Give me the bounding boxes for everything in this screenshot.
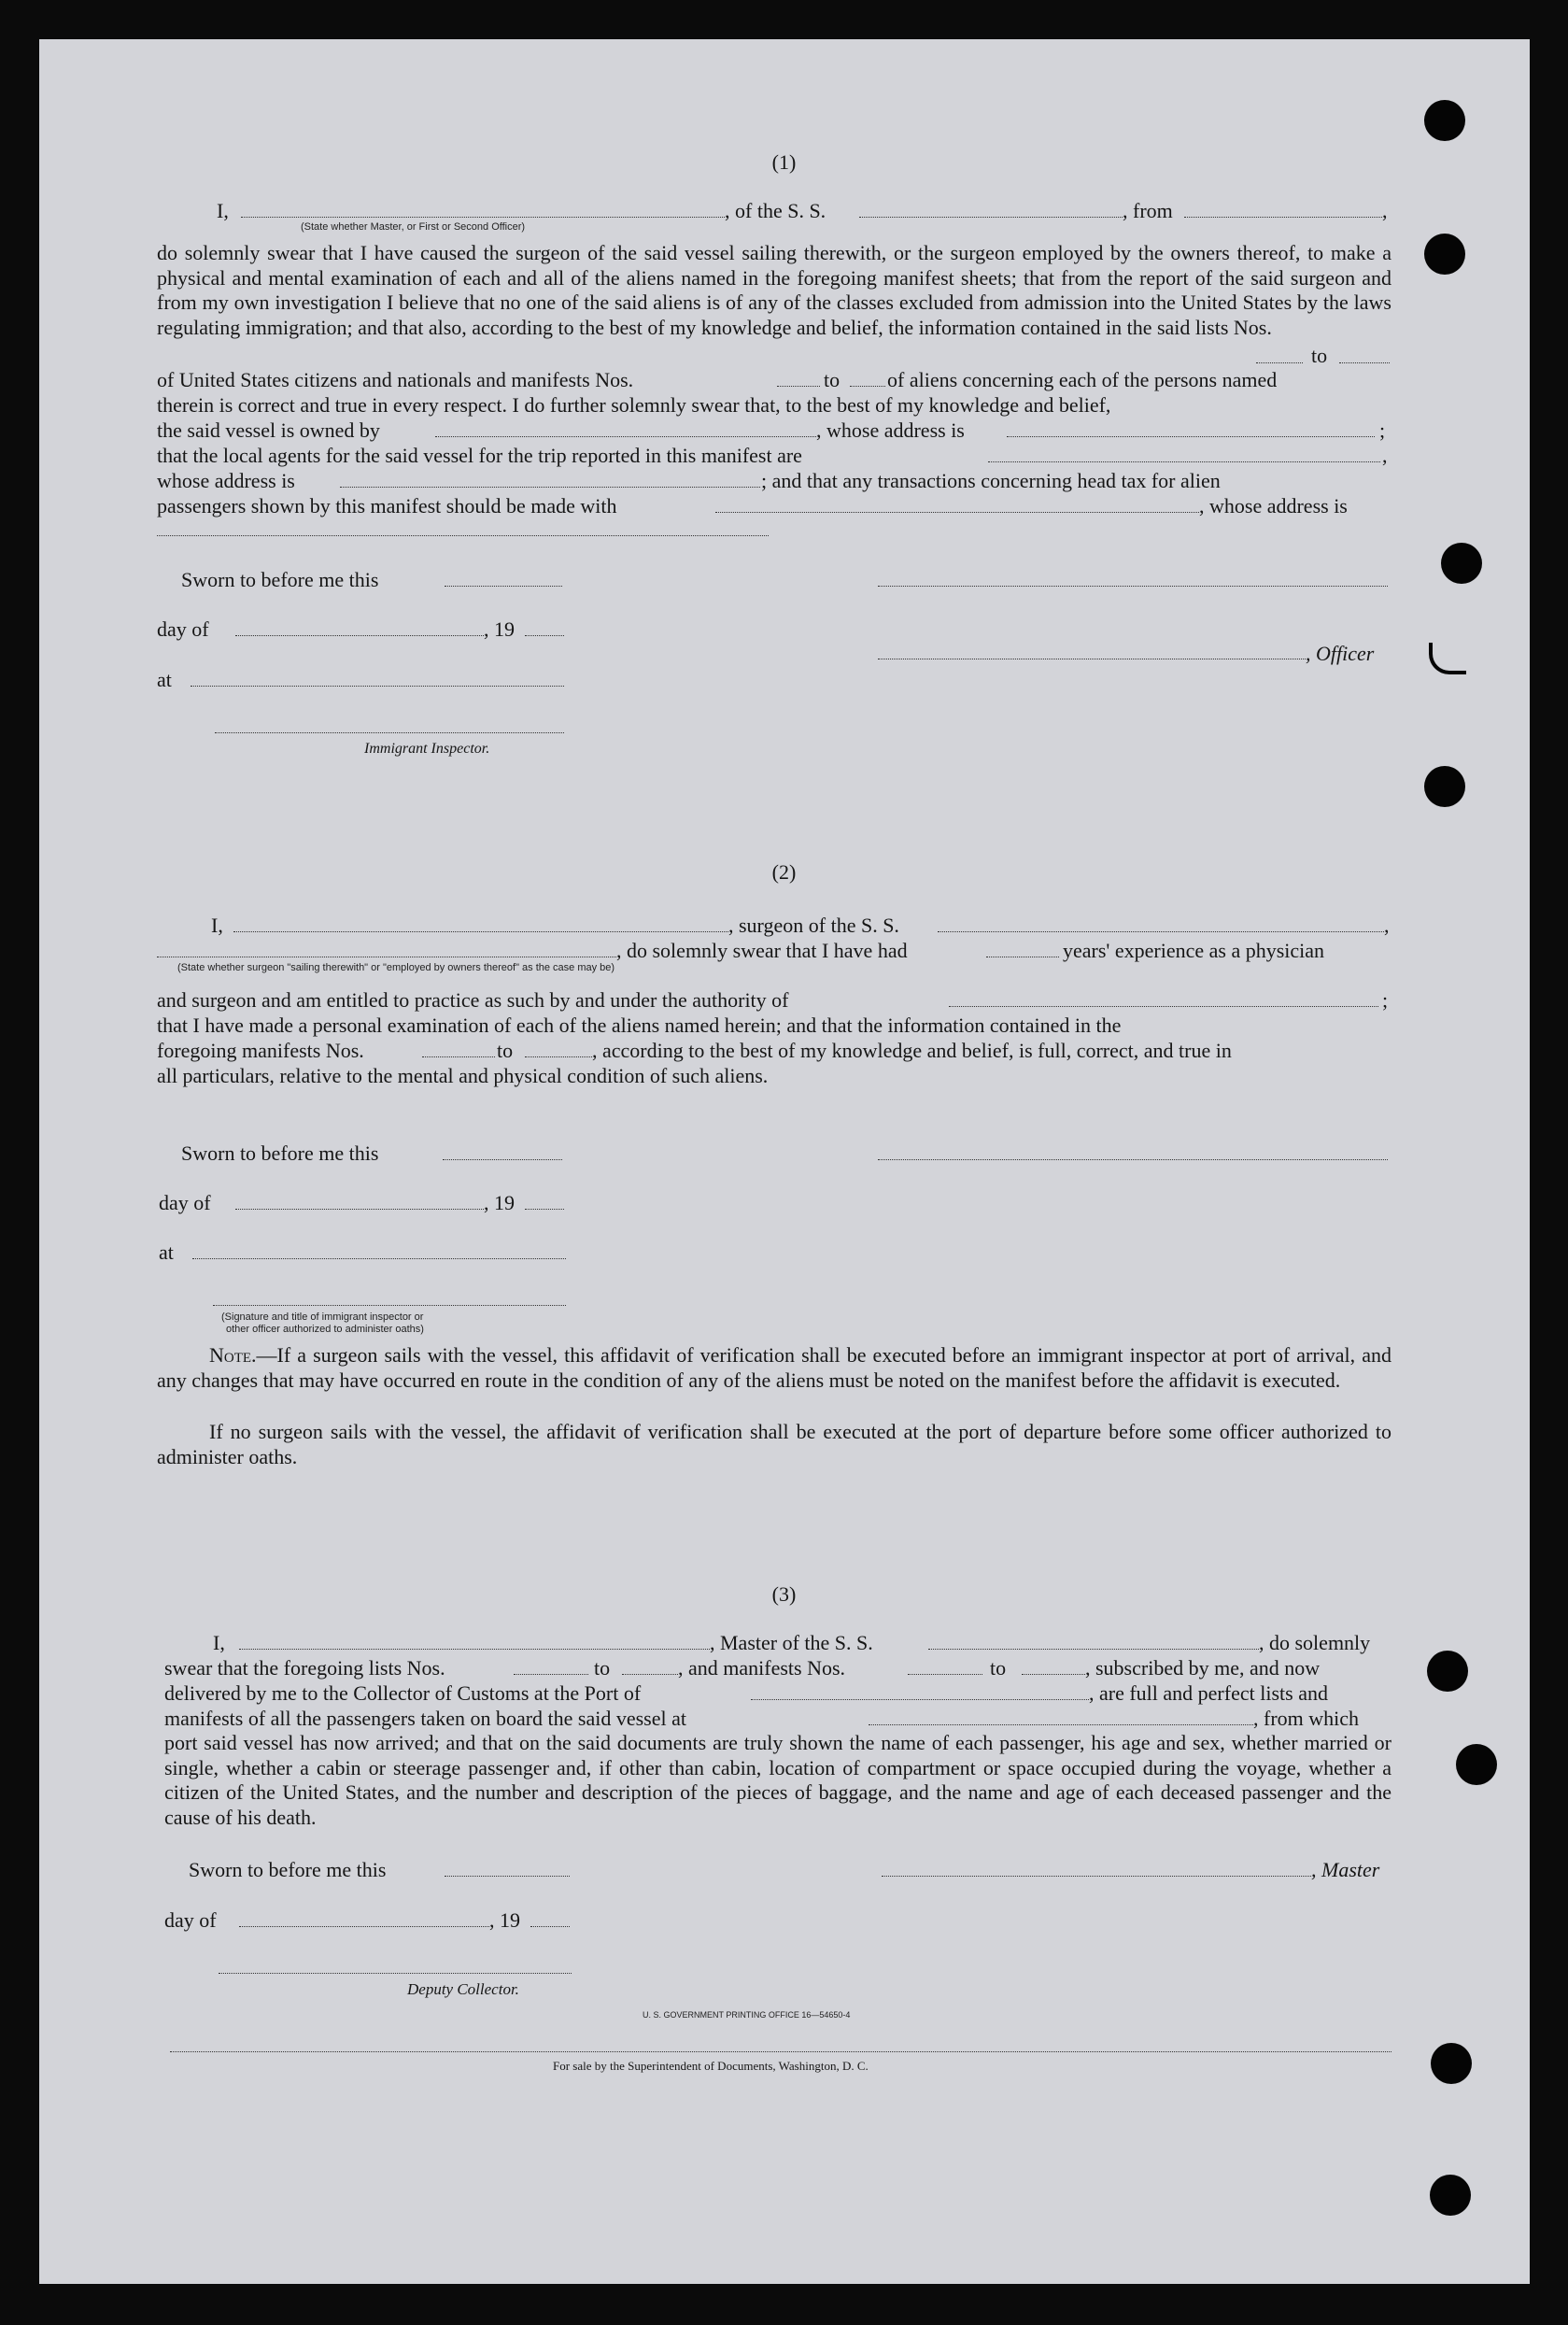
comma: , <box>1384 914 1390 937</box>
s2-i-label: I, <box>211 914 223 937</box>
s3-sworn: Sworn to before me this <box>189 1858 387 1881</box>
s1-lists-from-blank[interactable] <box>1256 362 1303 363</box>
s1-passengers: passengers shown by this manifest should be made with <box>157 494 617 517</box>
s3-master-name-blank[interactable] <box>239 1649 710 1650</box>
s2-sig-label-2: other officer authorized to administer oaths) <box>226 1324 424 1335</box>
s3-subscribed: , subscribed by me, and now <box>1085 1656 1321 1680</box>
s1-of-ss: , of the S. S. <box>725 199 826 222</box>
s1-correct-line: therein is correct and true in every respect. I do further solemnly swear that, to the best of my knowledge and belief, <box>157 393 1111 417</box>
s2-manifests-from-blank[interactable] <box>422 1056 495 1057</box>
semicolon: ; <box>1379 418 1386 442</box>
s2-surgeon-of: , surgeon of the S. S. <box>728 914 899 937</box>
s1-owned-by: the said vessel is owned by <box>157 418 380 442</box>
s1-from: , from <box>1123 199 1173 222</box>
s2-sig-label-1: (Signature and title of immigrant inspector or <box>221 1311 424 1323</box>
s3-master-signature-blank[interactable] <box>882 1876 1311 1877</box>
s1-agents-blank[interactable] <box>988 461 1380 462</box>
s2-note-2: If no surgeon sails with the vessel, the affidavit of verification shall be executed at the port of departure before some officer authorized to administer oaths. <box>157 1420 1391 1468</box>
s2-years: years' experience as a physician <box>1063 939 1325 962</box>
s1-agents-address-blank[interactable] <box>340 487 760 488</box>
s1-head-tax: ; and that any transactions concerning head tax for alien <box>761 469 1221 492</box>
s3-collector-signature-blank[interactable] <box>219 1973 572 1974</box>
s1-citizens-line: of United States citizens and nationals and manifests Nos. <box>157 368 634 391</box>
s3-lists-to-blank[interactable] <box>622 1674 678 1675</box>
s3-sworn-day-blank[interactable] <box>445 1876 570 1877</box>
binder-hole <box>1430 2175 1471 2216</box>
section-1-number: (1) <box>771 150 797 174</box>
comma: , <box>1382 444 1388 467</box>
s1-whose-address-2: whose address is <box>157 469 295 492</box>
s1-signature-blank[interactable] <box>878 586 1388 587</box>
s3-vessel-blank[interactable] <box>928 1649 1259 1650</box>
binder-hole <box>1424 234 1465 275</box>
s3-and-manifests: , and manifests Nos. <box>678 1656 846 1680</box>
s3-to-2: to <box>990 1656 1007 1680</box>
s3-master-label: , Master <box>1311 1858 1380 1881</box>
s3-do-solemnly: , do solemnly <box>1259 1631 1371 1654</box>
s1-from-port-blank[interactable] <box>1184 217 1382 218</box>
s2-all-particulars: all particulars, relative to the mental and physical condition of such aliens. <box>157 1064 769 1087</box>
s2-exam-line: that I have made a personal examination of each of the aliens named herein; and that the information contained in the <box>157 1014 1122 1037</box>
s3-are-full: , are full and perfect lists and <box>1089 1681 1328 1705</box>
s1-officer-name-blank[interactable] <box>241 217 725 218</box>
s3-delivered: delivered by me to the Collector of Customs at the Port of <box>164 1681 642 1705</box>
s2-do-solemnly: , do solemnly swear that I have had <box>616 939 908 962</box>
s1-to: to <box>1311 344 1328 367</box>
binder-hole <box>1431 2043 1472 2084</box>
s2-year-blank[interactable] <box>525 1209 564 1210</box>
s3-manifests-from-blank[interactable] <box>908 1674 982 1675</box>
s2-sworn: Sworn to before me this <box>181 1141 379 1165</box>
s1-month-blank[interactable] <box>235 635 484 636</box>
s1-body-paragraph: do solemnly swear that I have caused the surgeon of the said vessel sailing therewith, or the surgeon employed by the owners thereof, to make a physical and mental examination of each and all of the aliens named in the foregoing manifest sheets; that from the report of the said surgeon and from my own investigation I believe that no one of the said aliens is of any of the classes excluded from admission into the United States by the laws regulating immigration; and that also, according to the best of my knowledge and belief, the information contained in the said lists Nos. <box>157 241 1391 339</box>
s1-at-place-blank[interactable] <box>191 686 564 687</box>
semicolon: ; <box>1382 988 1389 1012</box>
s3-port-of-boarding-blank[interactable] <box>869 1724 1253 1725</box>
s1-vessel-name-blank[interactable] <box>859 217 1123 218</box>
binder-hole <box>1424 100 1465 141</box>
binder-hole <box>1456 1744 1497 1785</box>
s2-note <box>157 1343 1391 1393</box>
section-3-number: (3) <box>771 1582 797 1606</box>
s3-year-blank[interactable] <box>530 1926 570 1927</box>
s1-immigrant-inspector: Immigrant Inspector. <box>364 741 490 757</box>
s1-inspector-signature-blank[interactable] <box>215 732 564 733</box>
note-body: —If a surgeon sails with the vessel, this affidavit of verification shall be executed before an immigrant inspector at port of arrival, and any changes that may have occurred en route in the condition of any of the aliens must be noted on the manifest before the affidavit is executed. <box>157 1343 1391 1392</box>
s1-whose-address-3: , whose address is <box>1199 494 1348 517</box>
s1-officer-rank-label: (State whether Master, or First or Second Officer) <box>301 221 526 233</box>
s3-from-which: , from which <box>1253 1707 1360 1730</box>
s1-to-2: to <box>824 368 841 391</box>
binder-hole <box>1427 1651 1468 1692</box>
s3-deputy-collector: Deputy Collector. <box>407 1980 519 1998</box>
s1-i-label: I, <box>217 199 229 222</box>
binder-hole <box>1424 766 1465 807</box>
s2-foregoing: foregoing manifests Nos. <box>157 1039 364 1062</box>
s1-manifests-to-blank[interactable] <box>850 386 885 387</box>
for-sale-line: For sale by the Superintendent of Documents, Washington, D. C. <box>553 2059 869 2073</box>
s3-to: to <box>594 1656 611 1680</box>
s3-month-blank[interactable] <box>239 1926 489 1927</box>
s3-day-of: day of <box>164 1908 217 1932</box>
s1-whose-address: , whose address is <box>816 418 965 442</box>
s2-at-place-blank[interactable] <box>192 1258 566 1259</box>
s1-owner-address-blank[interactable] <box>1007 436 1375 437</box>
s1-officer-label: , Officer <box>1306 642 1375 665</box>
s2-sworn-day-blank[interactable] <box>443 1159 562 1160</box>
s2-day-of: day of <box>159 1191 211 1214</box>
s3-lists-from-blank[interactable] <box>514 1674 588 1675</box>
s3-manifests-to-blank[interactable] <box>1022 1674 1085 1675</box>
s2-to: to <box>497 1039 514 1062</box>
binder-hole <box>1441 543 1482 584</box>
s2-authority: and surgeon and am entitled to practice as such by and under the authority of <box>157 988 789 1012</box>
s1-year-blank[interactable] <box>525 635 564 636</box>
s1-sworn: Sworn to before me this <box>181 568 379 591</box>
s1-lists-to-blank[interactable] <box>1339 362 1390 363</box>
note-head: Note. <box>209 1343 257 1367</box>
s1-owner-blank[interactable] <box>435 436 816 437</box>
s3-i-label: I, <box>213 1631 225 1654</box>
s1-manifests-from-blank[interactable] <box>777 386 820 387</box>
s1-head-tax-party-blank[interactable] <box>715 512 1199 513</box>
s1-local-agents: that the local agents for the said vessel for the trip reported in this manifest are <box>157 444 802 467</box>
gpo-imprint: U. S. GOVERNMENT PRINTING OFFICE 16—54650-4 <box>643 2010 851 2020</box>
s1-nineteen: , 19 <box>484 617 515 641</box>
s2-authority-blank[interactable] <box>949 1006 1378 1007</box>
s3-manifests-all: manifests of all the passengers taken on board the said vessel at <box>164 1707 687 1730</box>
s3-master-of: , Master of the S. S. <box>710 1631 873 1654</box>
s2-month-blank[interactable] <box>235 1209 484 1210</box>
s2-capacity-label: (State whether surgeon "sailing therewith" or "employed by owners thereof" as the case may be) <box>177 962 615 973</box>
s2-inspector-signature-blank[interactable] <box>213 1305 566 1306</box>
s2-surgeon-name-blank[interactable] <box>233 931 728 932</box>
s2-at: at <box>159 1240 174 1264</box>
s2-vessel-blank[interactable] <box>938 931 1384 932</box>
s2-according: , according to the best of my knowledge and belief, is full, correct, and true in <box>592 1039 1232 1062</box>
footer-rule <box>170 2051 1391 2052</box>
s2-nineteen: , 19 <box>484 1191 515 1214</box>
s1-head-tax-address-blank[interactable] <box>157 535 769 536</box>
s2-signature-blank[interactable] <box>878 1159 1388 1160</box>
s1-sworn-day-blank[interactable] <box>445 586 562 587</box>
section-2-number: (2) <box>771 860 797 884</box>
s3-nineteen: , 19 <box>489 1908 520 1932</box>
s3-body: port said vessel has now arrived; and that on the said documents are truly shown the name of each passenger, his age and sex, whether married or single, whether a cabin or steerage passenger and, if other than cabin, location of compartment or space occupied during the voyage, whether a citizen of the United States, and the number and description of the pieces of baggage, and the name and age of each deceased passenger and the cause of his death. <box>164 1731 1391 1829</box>
s1-at: at <box>157 668 172 691</box>
s3-port-blank[interactable] <box>751 1699 1089 1700</box>
s2-manifests-to-blank[interactable] <box>525 1056 592 1057</box>
s1-day-of: day of <box>157 617 209 641</box>
s1-of-aliens: of aliens concerning each of the persons named <box>887 368 1278 391</box>
comma: , <box>1382 199 1388 222</box>
s3-swear: swear that the foregoing lists Nos. <box>164 1656 445 1680</box>
